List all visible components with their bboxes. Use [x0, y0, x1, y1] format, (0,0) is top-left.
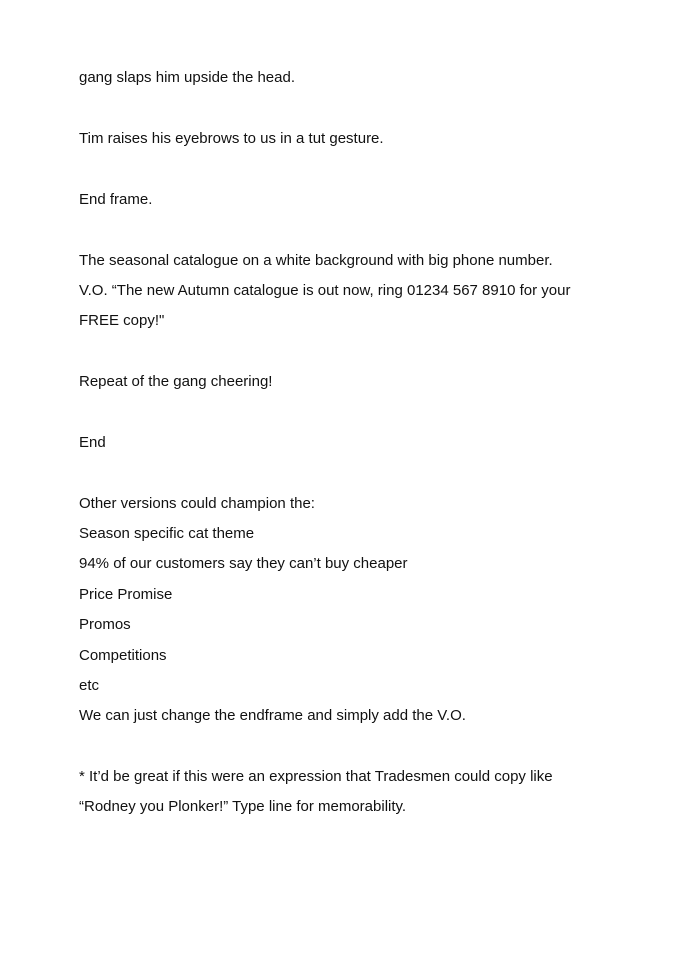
- text-line: End frame.: [79, 191, 153, 208]
- list-item: Promos: [79, 616, 131, 633]
- footnote-line: “Rodney you Plonker!” Type line for memorability.: [79, 798, 407, 815]
- text-line: Repeat of the gang cheering!: [79, 373, 273, 390]
- text-line: FREE copy!": [79, 312, 165, 329]
- footnote-line: * It’d be great if this were an expression that Tradesmen could copy like: [79, 768, 553, 785]
- list-item: Price Promise: [79, 586, 173, 603]
- text-line: Other versions could champion the:: [79, 495, 315, 512]
- list-item: etc: [79, 677, 100, 694]
- text-line: End: [79, 434, 106, 451]
- list-item: Season specific cat theme: [79, 525, 255, 542]
- text-line: The seasonal catalogue on a white background with big phone number.: [79, 252, 553, 269]
- text-line: Tim raises his eyebrows to us in a tut gesture.: [79, 130, 384, 147]
- text-line: We can just change the endframe and simply add the V.O.: [79, 707, 466, 724]
- list-item: 94% of our customers say they can’t buy cheaper: [79, 555, 408, 572]
- text-line: V.O. “The new Autumn catalogue is out now, ring 01234 567 8910 for your: [79, 282, 571, 299]
- text-line: gang slaps him upside the head.: [79, 69, 295, 86]
- list-item: Competitions: [79, 647, 167, 664]
